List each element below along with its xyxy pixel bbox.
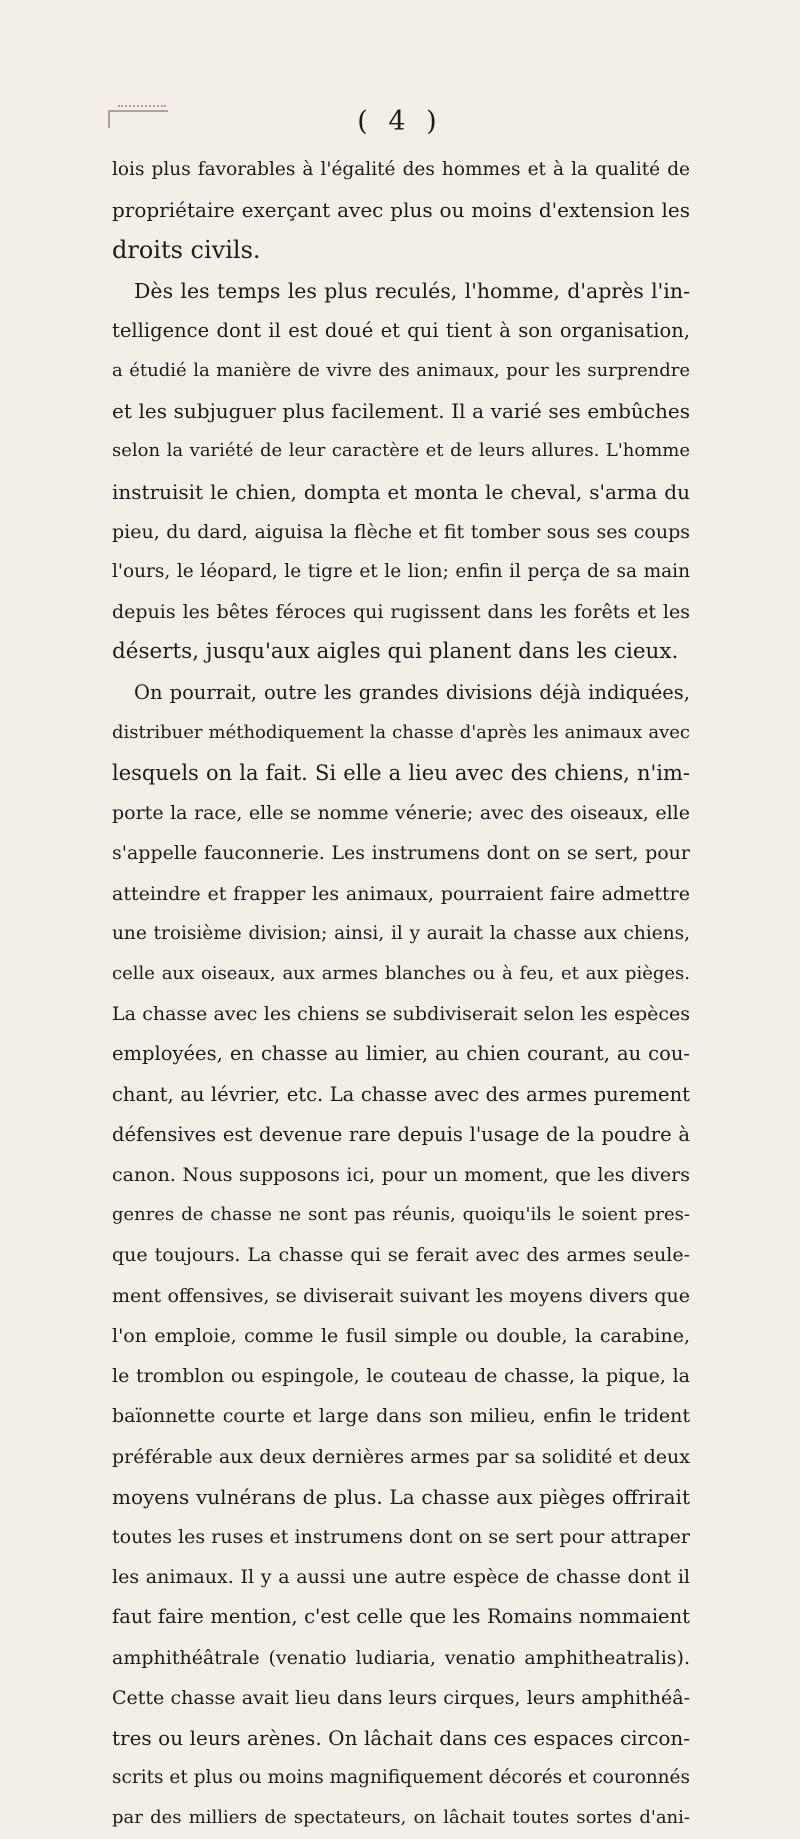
text-line: canon. Nous supposons ici, pour un moment, que les divers (112, 1164, 690, 1187)
text-line: Cette chasse avait lieu dans leurs cirques, leurs amphithéâ- (112, 1686, 690, 1709)
text-line: le tromblon ou espingole, le couteau de chasse, la pique, la (112, 1365, 690, 1388)
text-line: l'on emploie, comme le fusil simple ou double, la carabine, (112, 1324, 690, 1347)
text-line: celle aux oiseaux, aux armes blanches ou à feu, et aux pièges. (112, 963, 690, 985)
text-line: droits civils. (112, 236, 261, 265)
text-line: genres de chasse ne sont pas réunis, quoiqu'ils le soient pres- (112, 1204, 690, 1226)
text-line: distribuer méthodiquement la chasse d'après les animaux avec (112, 721, 690, 743)
text-line: atteindre et frapper les animaux, pourraient faire admettre (112, 882, 690, 905)
text-line: scrits et plus ou moins magnifiquement décorés et couronnés (112, 1767, 690, 1789)
text-line: instruisit le chien, dompta et monta le cheval, s'arma du (112, 479, 690, 504)
text-line: pieu, du dard, aiguisa la flèche et fit tomber sous ses coups (112, 520, 690, 543)
text-line: amphithéâtrale (venatio ludiaria, venatio amphitheatralis). (112, 1646, 690, 1669)
text-line: moyens vulnérans de plus. La chasse aux pièges offrirait (112, 1484, 690, 1509)
text-line: telligence dont il est doué et qui tient à son organisation, (112, 318, 690, 342)
text-line: par des milliers de spectateurs, on lâchait toutes sortes d'ani- (112, 1807, 690, 1829)
text-line: propriétaire exerçant avec plus ou moins d'extension les (112, 198, 690, 223)
text-line: lois plus favorables à l'égalité des hommes et à la qualité de (112, 159, 690, 180)
body-text (112, 150, 690, 1839)
text-line: les animaux. Il y a aussi une autre espèce de chasse dont il (112, 1566, 690, 1589)
text-line: baïonnette courte et large dans son milieu, enfin le trident (112, 1405, 690, 1428)
text-line: l'ours, le léopard, le tigre et le lion; enfin il perça de sa main (112, 561, 690, 583)
text-line: chant, au lévrier, etc. La chasse avec des armes purement (112, 1082, 690, 1106)
text-line: déserts, jusqu'aux aigles qui planent dans les cieux. (112, 639, 679, 665)
text-line: et les subjuguer plus facilement. Il a varié ses embûches (112, 399, 690, 424)
text-line: que toujours. La chasse qui se ferait avec des armes seule- (112, 1244, 690, 1267)
text-line: selon la variété de leur caractère et de leurs allures. L'homme (112, 440, 690, 462)
text-line: s'appelle fauconnerie. Les instrumens dont on se sert, pour (112, 842, 690, 865)
text-line: porte la race, elle se nomme vénerie; avec des oiseaux, elle (112, 802, 690, 825)
text-line: a étudié la manière de vivre des animaux, pour les surprendre (112, 360, 690, 382)
text-line: défensives est devenue rare depuis l'usage de la poudre à (112, 1122, 690, 1146)
text-line: toutes les ruses et instrumens dont on se sert pour attraper (112, 1525, 690, 1548)
text-line: Dès les temps les plus reculés, l'homme, d'après l'in- (134, 278, 690, 303)
text-line: La chasse avec les chiens se subdiviserait selon les espèces (112, 1003, 690, 1026)
text-line: ment offensives, se diviserait suivant les moyens divers que (112, 1284, 690, 1307)
page-number: ( 4 ) (357, 106, 443, 137)
text-line: tres ou leurs arènes. On lâchait dans ces espaces circon- (112, 1725, 690, 1750)
text-line: depuis les bêtes féroces qui rugissent dans les forêts et les (112, 601, 690, 624)
text-line: une troisième division; ainsi, il y aurait la chasse aux chiens, (112, 922, 690, 944)
text-line: faut faire mention, c'est celle que les Romains nommaient (112, 1605, 690, 1629)
text-line: On pourrait, outre les grandes divisions déjà indiquées, (134, 680, 690, 704)
text-line: préférable aux deux dernières armes par sa solidité et deux (112, 1445, 690, 1468)
text-line: employées, en chasse au limier, au chien courant, au cou- (112, 1042, 690, 1066)
text-line: lesquels on la fait. Si elle a lieu avec des chiens, n'im- (112, 761, 690, 786)
